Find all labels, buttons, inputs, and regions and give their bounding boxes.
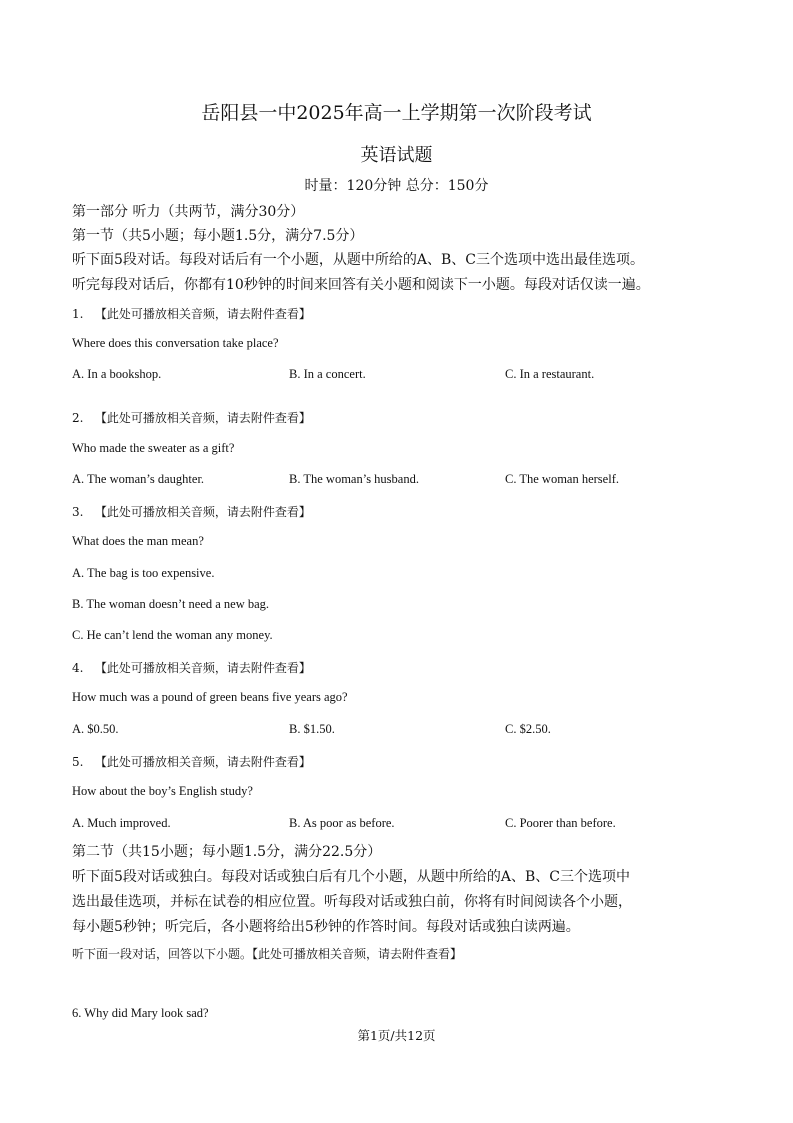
question-6-stem: 6. Why did Mary look sad? — [72, 1006, 209, 1020]
question-3-audio-note — [72, 503, 311, 520]
section2-instruction-line3: 每小题5秒钟；听完后，各小题将给出5秒钟的作答时间。每段对话或独白读两遍。 — [72, 919, 580, 935]
section2-listen-note: 听下面一段对话，回答以下小题。【此处可播放相关音频，请去附件查看】 — [72, 947, 463, 961]
question-3-option-b: B. The woman doesn’t need a new bag. — [72, 597, 270, 611]
question-1-option-a: A. In a bookshop. — [72, 367, 162, 381]
audio-note: 【此处可播放相关音频，请去附件查看】 — [94, 411, 311, 425]
question-5-option-b: B. As poor as before. — [289, 816, 395, 830]
question-4-option-b: B. $1.50. — [289, 722, 335, 736]
question-5-option-a: A. Much improved. — [72, 816, 171, 830]
question-5-option-c: C. Poorer than before. — [505, 816, 616, 830]
section1-heading: 第一节（共5小题；每小题1.5分，满分7.5分） — [72, 228, 364, 244]
question-1-option-c: C. In a restaurant. — [505, 367, 595, 381]
section2-instruction-line1: 听下面5段对话或独白。每段对话或独白后有几个小题，从题中所给的A、B、C三个选项中 — [72, 869, 631, 885]
question-number: 5. — [72, 755, 84, 769]
part1-heading: 第一部分 听力（共两节，满分30分） — [72, 204, 305, 220]
question-4-option-c: C. $2.50. — [505, 722, 551, 736]
exam-title: 岳阳县一中2025年高一上学期第一次阶段考试 — [201, 102, 592, 124]
question-3-option-a: A. The bag is too expensive. — [72, 566, 215, 580]
question-5-audio-note — [72, 753, 311, 770]
question-1-option-b: B. In a concert. — [289, 367, 366, 381]
question-3-stem: What does the man mean? — [72, 534, 204, 548]
question-2-option-b: B. The woman’s husband. — [289, 472, 419, 486]
question-1-stem: Where does this conversation take place? — [72, 336, 279, 350]
audio-note: 【此处可播放相关音频，请去附件查看】 — [94, 661, 311, 675]
question-number: 3. — [72, 505, 84, 519]
question-4-option-a: A. $0.50. — [72, 722, 119, 736]
time-and-score: 时量：120分钟 总分：150分 — [304, 178, 489, 194]
section2-instruction-line2: 选出最佳选项，并标在试卷的相应位置。听每段对话或独白前，你将有时间阅读各个小题， — [72, 894, 632, 910]
exam-subtitle: 英语试题 — [360, 145, 433, 166]
section1-instruction-line2: 听完每段对话后，你都有10秒钟的时间来回答有关小题和阅读下一小题。每段对话仅读一遍。 — [72, 277, 650, 293]
question-3-option-c: C. He can’t lend the woman any money. — [72, 628, 273, 642]
audio-note: 【此处可播放相关音频，请去附件查看】 — [94, 505, 311, 519]
question-4-audio-note — [72, 659, 311, 676]
question-2-option-c: C. The woman herself. — [505, 472, 619, 486]
question-1-audio-note — [72, 305, 311, 322]
question-5-stem: How about the boy’s English study? — [72, 784, 253, 798]
section1-instruction-line1: 听下面5段对话。每段对话后有一个小题，从题中所给的A、B、C三个选项中选出最佳选项。 — [72, 252, 645, 268]
question-number: 2. — [72, 411, 84, 425]
section2-heading: 第二节（共15小题；每小题1.5分，满分22.5分） — [72, 844, 382, 860]
question-2-stem: Who made the sweater as a gift? — [72, 441, 235, 455]
question-2-audio-note — [72, 409, 311, 426]
audio-note: 【此处可播放相关音频，请去附件查看】 — [94, 307, 311, 321]
question-number: 4. — [72, 661, 84, 675]
page-footer: 第1页/共12页 — [357, 1028, 436, 1043]
question-2-option-a: A. The woman’s daughter. — [72, 472, 205, 486]
question-4-stem: How much was a pound of green beans five years ago? — [72, 690, 348, 704]
audio-note: 【此处可播放相关音频，请去附件查看】 — [94, 755, 311, 769]
question-number: 1. — [72, 307, 84, 321]
